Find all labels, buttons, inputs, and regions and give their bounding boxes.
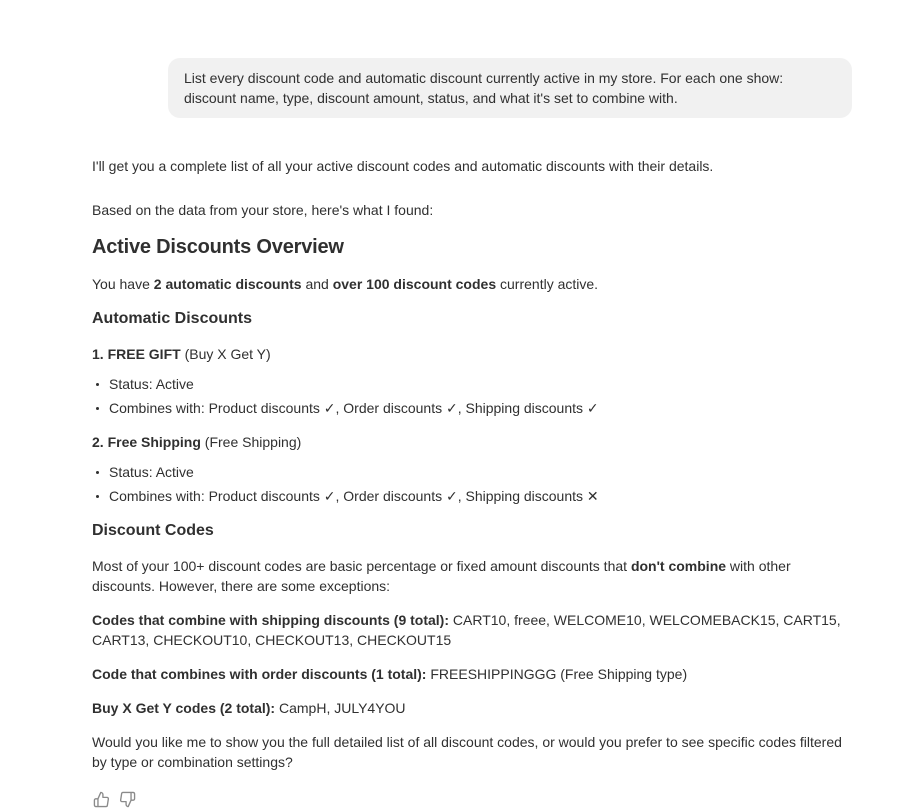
- thumbs-down-button[interactable]: [118, 790, 137, 809]
- code-group-order: [92, 664, 852, 684]
- auto-discount-1-type: (Buy X Get Y): [180, 346, 271, 362]
- user-message-bubble: List every discount code and automatic discount currently active in my store. For each one show: discount name, type, discount amount, status, and what it's set to combine with.: [168, 58, 852, 118]
- list-item: Combines with: Product discounts ✓, Order discounts ✓, Shipping discounts ✕: [92, 486, 852, 506]
- assistant-data-note: Based on the data from your store, here's what I found:: [92, 202, 434, 218]
- code-group-shipping-value: CART10, freee, WELCOME10, WELCOMEBACK15, CART15, CART13, CHECKOUT10, CHECKOUT13, CHECKOUT15: [92, 612, 841, 648]
- thumbs-down-icon: [119, 791, 136, 808]
- code-group-bxgy: [92, 698, 852, 718]
- overview-line: [92, 274, 852, 294]
- list-item: Combines with: Product discounts ✓, Order discounts ✓, Shipping discounts ✓: [92, 398, 852, 418]
- automatic-discounts-heading: Automatic Discounts: [92, 310, 253, 327]
- code-group-shipping-label: Codes that combine with shipping discounts (9 total):: [92, 612, 449, 628]
- discount-codes-heading: Discount Codes: [92, 522, 214, 539]
- assistant-intro: I'll get you a complete list of all your active discount codes and automatic discounts with their details.: [92, 158, 714, 174]
- auto-discount-1-details: [92, 374, 852, 418]
- codes-summary-pre: Most of your 100+ discount codes are basic percentage or fixed amount discounts that: [92, 558, 631, 574]
- overview-bold-codes: over 100 discount codes: [332, 276, 497, 292]
- auto-discount-2-name: 2. Free Shipping: [92, 434, 201, 450]
- codes-summary-post: with other discounts. However, there are some exceptions:: [92, 558, 791, 594]
- code-group-shipping: [92, 610, 852, 650]
- auto-discount-1-title: [92, 344, 852, 364]
- auto-discount-2-title: [92, 432, 852, 452]
- overview-mid: and: [301, 276, 333, 292]
- list-item: Status: Active: [92, 374, 852, 394]
- assistant-message: [92, 156, 852, 809]
- overview-pre: You have: [92, 276, 154, 292]
- code-group-bxgy-value: CampH, JULY4YOU: [278, 700, 406, 716]
- code-group-bxgy-label: Buy X Get Y codes (2 total):: [92, 700, 276, 716]
- thumbs-up-icon: [93, 791, 110, 808]
- overview-post: currently active.: [496, 276, 599, 292]
- auto-discount-2-type: (Free Shipping): [200, 434, 302, 450]
- overview-bold-automatic: 2 automatic discounts: [153, 276, 302, 292]
- chat-thread: [92, 0, 852, 809]
- overview-heading: Active Discounts Overview: [92, 236, 344, 258]
- code-group-order-value: FREESHIPPINGGG (Free Shipping type): [430, 666, 688, 682]
- closing-question: Would you like me to show you the full detailed list of all discount codes, or would you prefer to see specific codes filtered by type or combination settings?: [92, 734, 842, 770]
- codes-summary-bold: don't combine: [630, 558, 727, 574]
- auto-discount-2-details: [92, 462, 852, 506]
- code-group-order-label: Code that combines with order discounts (1 total):: [92, 666, 427, 682]
- thumbs-up-button[interactable]: [92, 790, 111, 809]
- feedback-buttons: [92, 790, 852, 809]
- user-message-row: [92, 58, 852, 118]
- list-item: Status: Active: [92, 462, 852, 482]
- auto-discount-1-name: 1. FREE GIFT: [92, 346, 181, 362]
- codes-summary: [92, 556, 852, 596]
